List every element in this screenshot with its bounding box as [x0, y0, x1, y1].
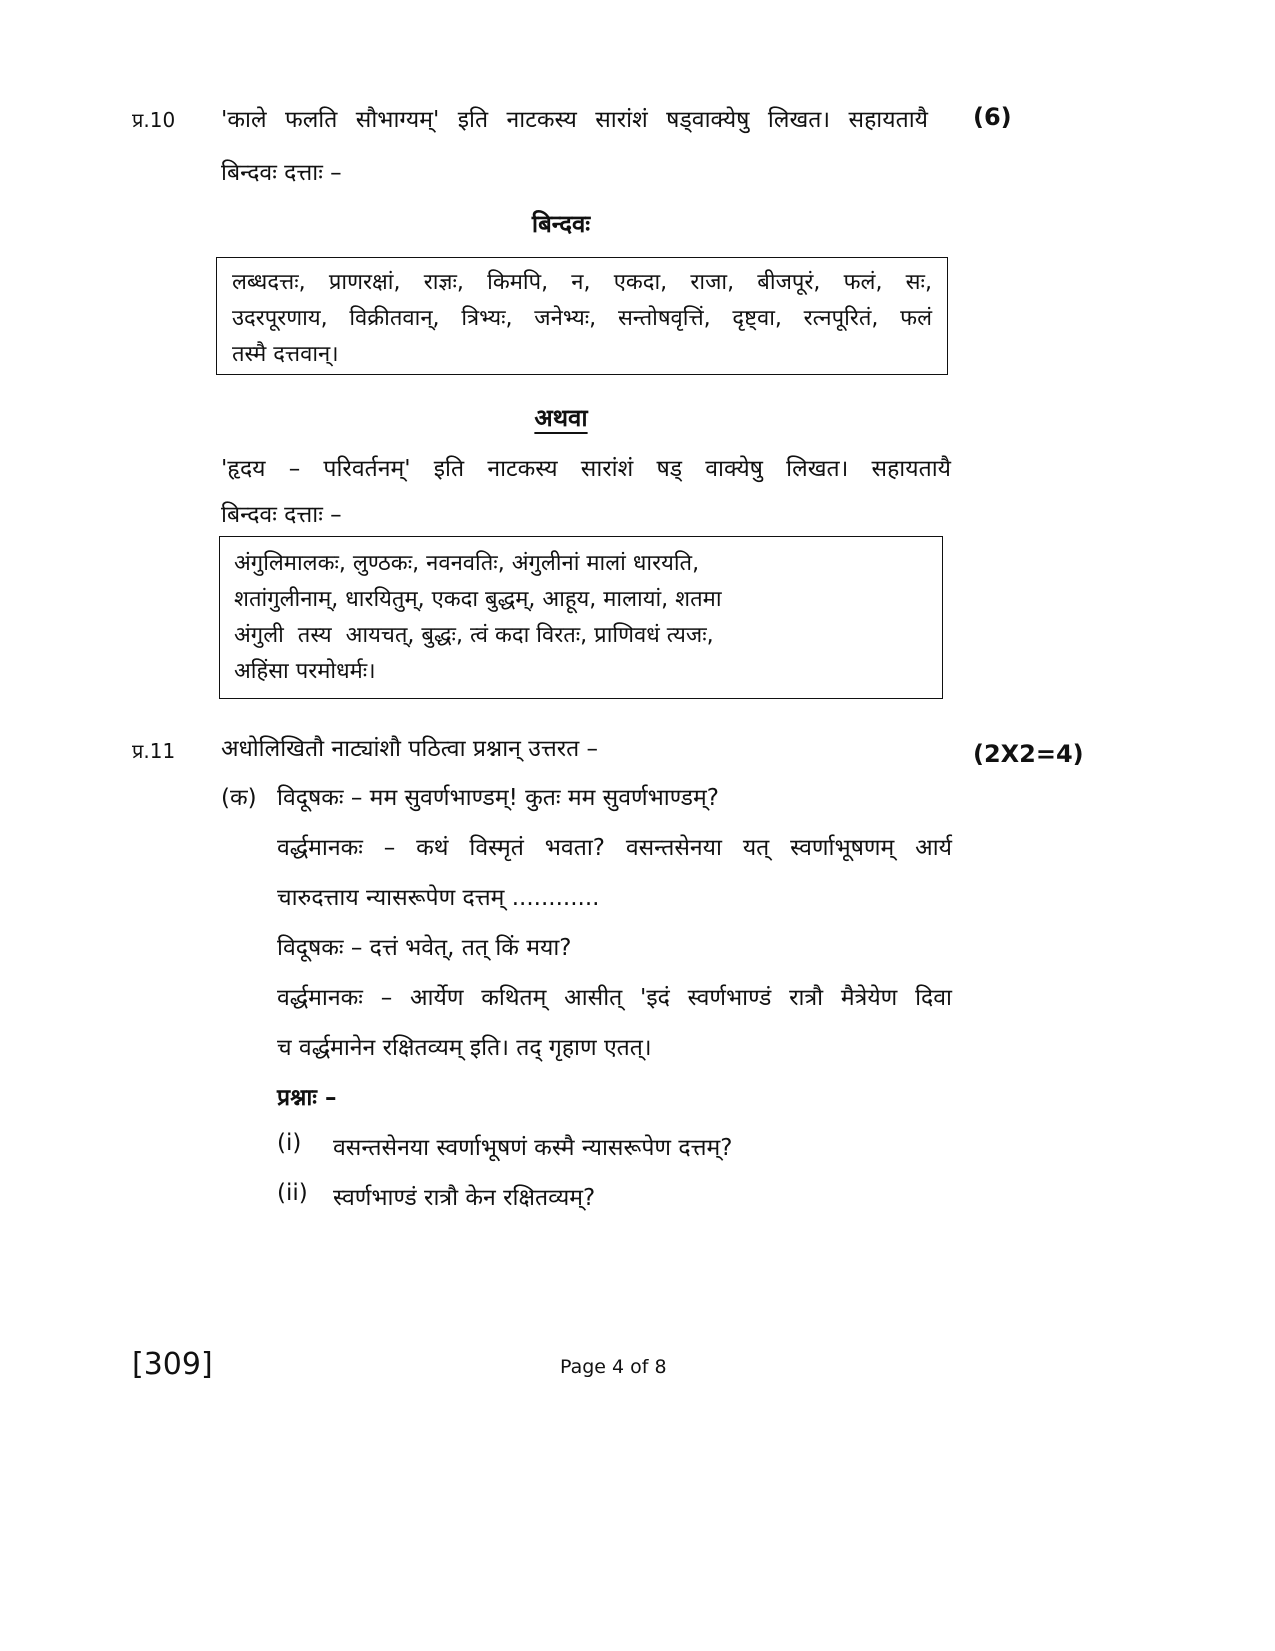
- q10-points-line-3: तस्मै दत्तवान्।: [232, 342, 339, 367]
- q10-alt-points-box: [219, 536, 943, 699]
- q10-points-line-2: उदरपूरणाय, विक्रीतवान्, त्रिभ्यः, जनेभ्यः, सन्तोषवृत्तिं, दृष्ट्वा, रत्नपूरितं, फलं: [232, 306, 932, 331]
- q11-number: प्र.11: [132, 739, 176, 763]
- q10-marks: (6): [973, 103, 1012, 131]
- page-number: Page 4 of 8: [560, 1356, 667, 1378]
- q10-alt-points-line-1: अंगुलिमालकः, लुण्ठकः, नवनवतिः, अंगुलीनां मालां धारयति,: [234, 551, 700, 576]
- q10-alt-prompt-line2: बिन्दवः दत्ताः –: [221, 502, 342, 528]
- dialogue-line-5: वर्द्धमानकः – आर्येण कथितम् आसीत् 'इदं स्वर्णभाण्डं रात्रौ मैत्रेयेण दिवा: [277, 985, 952, 1011]
- question-1-text: वसन्तसेनया स्वर्णाभूषणं कस्मै न्यासरूपेण दत्तम्?: [333, 1135, 733, 1161]
- q10-prompt-line2: बिन्दवः दत्ताः –: [221, 160, 342, 186]
- q10-number: प्र.10: [132, 108, 176, 132]
- q10-points-heading: बिन्दवः: [531, 210, 591, 238]
- dialogue-line-4: विदूषकः – दत्तं भवेत्, तत् किं मया?: [277, 935, 572, 961]
- q11-prompt: अधोलिखितौ नाट्यांशौ पठित्वा प्रश्नान् उत्तरत –: [221, 736, 599, 762]
- q10-alt-points-line-4: अहिंसा परमोधर्मः।: [234, 659, 376, 684]
- dialogue-line-1: विदूषकः – मम सुवर्णभाण्डम्! कुतः मम सुवर्णभाण्डम्?: [277, 785, 719, 811]
- q10-points-line-1: लब्धदत्तः, प्राणरक्षां, राज्ञः, किमपि, न, एकदा, राजा, बीजपूरं, फलं, सः,: [232, 270, 932, 295]
- q11-marks: (2X2=4): [973, 740, 1084, 768]
- dialogue-line-2: वर्द्धमानकः – कथं विस्मृतं भवता? वसन्तसेनया यत् स्वर्णाभूषणम् आर्य: [277, 835, 952, 861]
- q11-part-label: (क): [221, 785, 257, 811]
- question-2-text: स्वर्णभाण्डं रात्रौ केन रक्षितव्यम्?: [333, 1185, 596, 1211]
- q10-prompt-line1: 'काले फलति सौभाग्यम्' इति नाटकस्य सारांशं षड्वाक्येषु लिखत। सहायतायै: [221, 107, 928, 133]
- q10-points-box: [216, 257, 948, 375]
- q10-alt-points-line-3: अंगुली तस्य आयचत्, बुद्धः, त्वं कदा विरतः, प्राणिवधं त्यजः,: [234, 623, 714, 648]
- q10-alt-prompt-line1: 'हृदय – परिवर्तनम्' इति नाटकस्य सारांशं षड् वाक्येषु लिखत। सहायतायै: [221, 456, 951, 482]
- question-1-number: (i): [277, 1130, 302, 1156]
- or-label: अथवा: [534, 404, 588, 432]
- question-2-number: (ii): [277, 1180, 308, 1206]
- paper-code: [309]: [132, 1347, 213, 1382]
- dialogue-line-3: चारुदत्ताय न्यासरूपेण दत्तम् ............: [277, 885, 600, 911]
- dialogue-line-6: च वर्द्धमानेन रक्षितव्यम् इति। तद् गृहाण एतत्।: [277, 1035, 652, 1061]
- q10-alt-points-line-2: शतांगुलीनाम्, धारयितुम्, एकदा बुद्धम्, आहूय, मालायां, शतमा: [234, 587, 722, 612]
- questions-label: प्रश्नाः –: [277, 1085, 337, 1111]
